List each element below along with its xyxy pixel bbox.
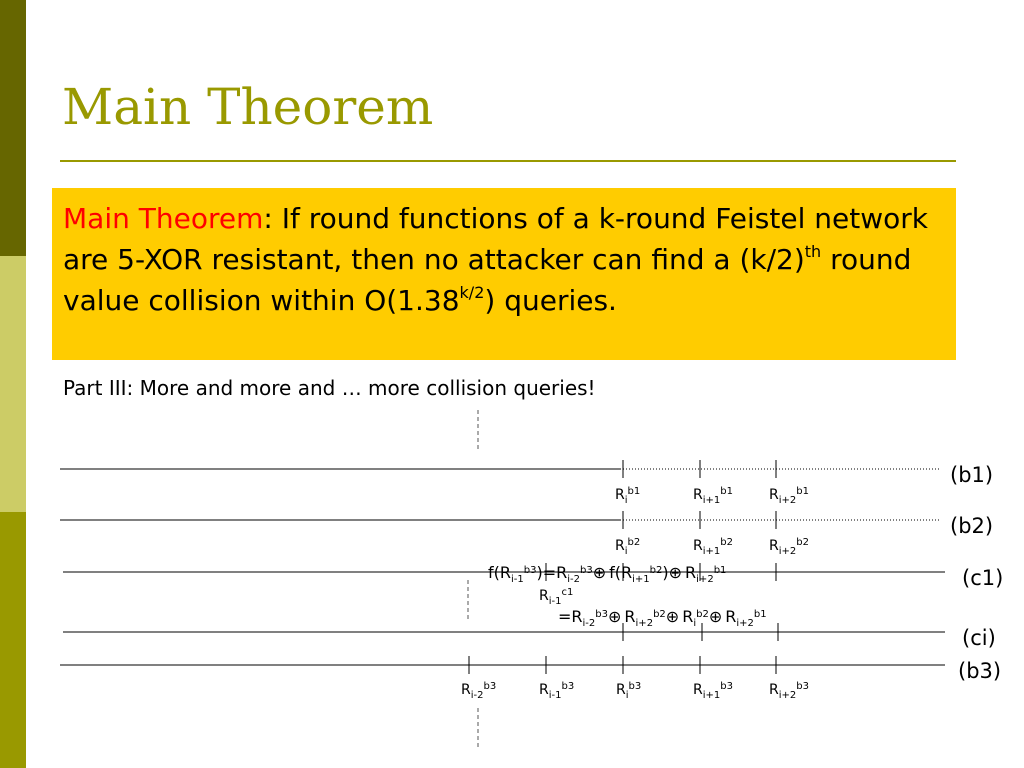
label-c1-mid: $R_{i-1}^{c1}$ [539, 587, 574, 607]
theorem-sup-2: k/2 [459, 283, 485, 302]
row-label-c1: (c1) [962, 566, 1004, 590]
formula-line-1: $f(R_{i-1}^{b3})=R_{i-2}^{b3}\oplus$ $f(R_{i+1}^{b2})\oplus$ $R_{i+2}^{b1}$ [488, 563, 727, 585]
row-label-b1: (b1) [950, 463, 994, 487]
row-label-ci: (ci) [962, 626, 996, 650]
label-b1-1: $R_i^{b1}$ [615, 486, 641, 506]
label-b3-5: $R_{i+2}^{b3}$ [769, 681, 809, 701]
theorem-label: Main Theorem [63, 202, 264, 235]
row-label-b3: (b3) [958, 659, 1002, 683]
label-b1-3: $R_{i+2}^{b1}$ [769, 486, 809, 506]
label-b2-2: $R_{i+1}^{b2}$ [693, 537, 733, 557]
row-label-b2: (b2) [950, 514, 994, 538]
theorem-text-2: round value collision within O(1.38 [63, 243, 912, 317]
label-b3-2: $R_{i-1}^{b3}$ [539, 681, 575, 701]
label-b3-1: $R_{i-2}^{b3}$ [461, 681, 497, 701]
slide-title: Main Theorem [62, 78, 434, 136]
label-b2-1: $R_i^{b2}$ [615, 537, 641, 557]
label-b3-4: $R_{i+1}^{b3}$ [693, 681, 733, 701]
label-b2-3: $R_{i+2}^{b2}$ [769, 537, 809, 557]
part-heading: Part III: More and more and … more collision queries! [63, 376, 596, 400]
label-b1-2: $R_{i+1}^{b1}$ [693, 486, 733, 506]
theorem-text-3: ) queries. [484, 284, 617, 317]
theorem-sup-1: th [804, 242, 822, 261]
label-b3-3: $R_i^{b3}$ [616, 681, 642, 701]
formula-line-2: $=R_{i-2}^{b3}\oplus$ $R_{i+2}^{b2}\oplus$ $R_i^{b2}\oplus$ $R_{i+2}^{b1}$ [558, 607, 767, 629]
theorem-text-1: : If round functions of a k-round Feistel network are 5-XOR resistant, then no attacker can find a (k/2) [63, 202, 928, 276]
